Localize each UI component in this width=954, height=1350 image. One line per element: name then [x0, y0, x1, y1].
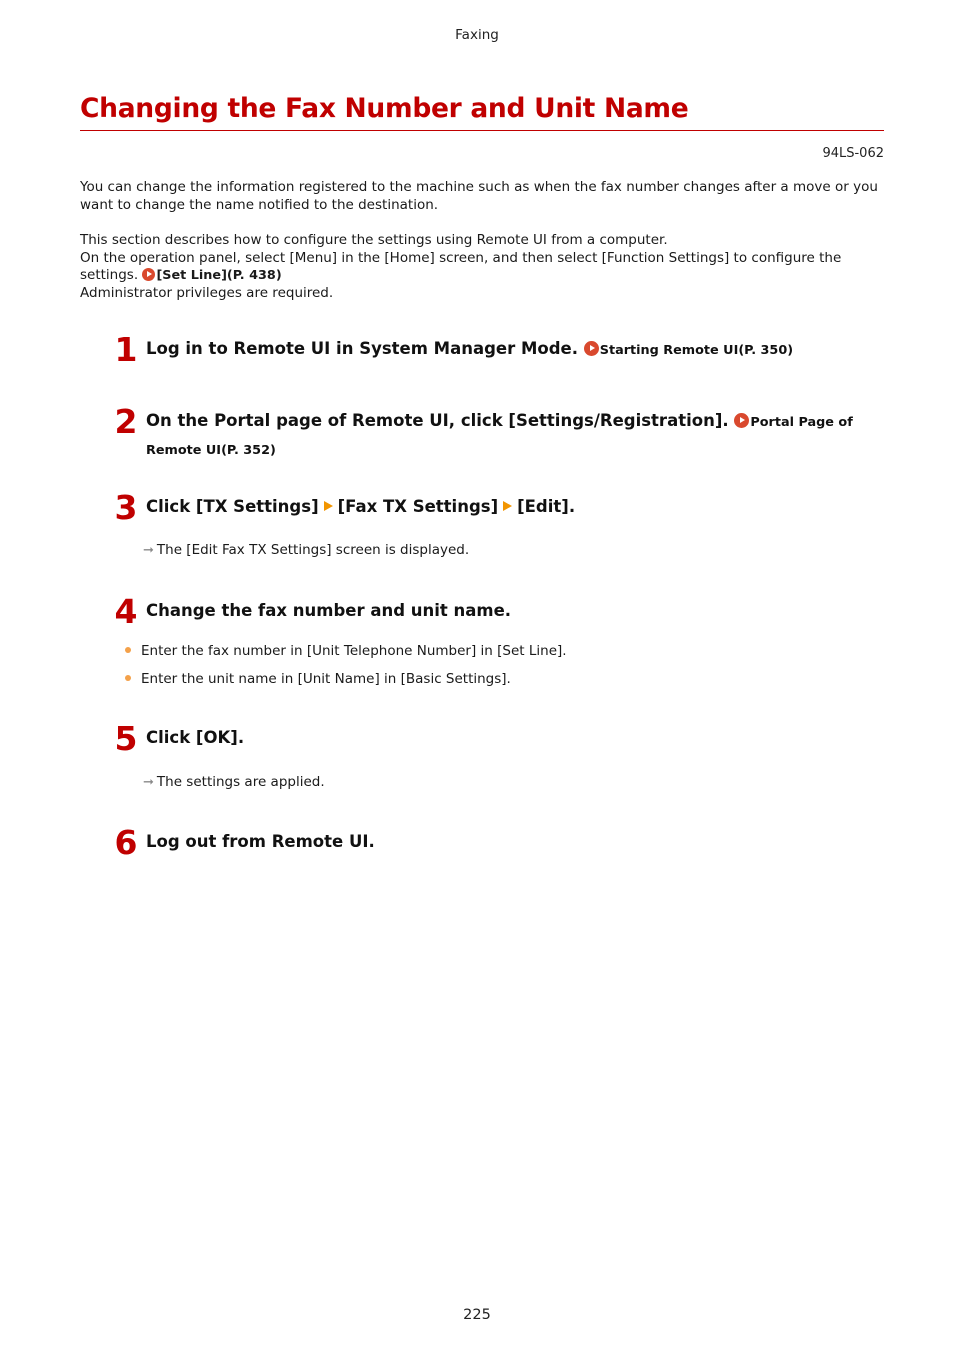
step-instruction: Log in to Remote UI in System Manager Mode.: [146, 339, 579, 358]
link-arrow-icon: [584, 341, 599, 356]
link-arrow-icon: [142, 268, 155, 281]
path-separator-icon: [503, 501, 512, 511]
list-item: [125, 643, 567, 659]
link-label: Portal Page of Remote UI(P. 352): [146, 415, 853, 458]
list-item: [125, 671, 511, 687]
step-number: 6: [114, 823, 138, 862]
step-text: Log out from Remote UI.: [146, 832, 375, 851]
running-header: Faxing: [455, 27, 499, 43]
step-5-result: [143, 774, 325, 790]
step-number: 1: [114, 330, 138, 369]
menu-path-fax-tx-settings: [Fax TX Settings]: [337, 497, 499, 516]
intro-settings-paragraph: [80, 232, 890, 302]
list-item-text: Enter the fax number in [Unit Telephone Number] in [Set Line].: [141, 643, 567, 659]
step-3-result: [143, 542, 469, 558]
step-text: Change the fax number and unit name.: [146, 601, 512, 620]
page-number: 225: [463, 1307, 491, 1323]
page-title: Changing the Fax Number and Unit Name: [80, 93, 884, 131]
link-arrow-icon: [734, 413, 749, 428]
step-text: [146, 408, 866, 464]
result-arrow-icon: ➞: [143, 775, 154, 790]
intro-operation-panel-text: On the operation panel, select [Menu] in the [Home] screen, and then select [Function Settings] to configure the settings.: [80, 249, 842, 283]
step-number: 4: [114, 592, 138, 631]
set-line-link-label: [Set Line](P. 438): [156, 268, 282, 283]
starting-remote-ui-link[interactable]: [584, 343, 793, 358]
list-item-text: Enter the unit name in [Unit Name] in [Basic Settings].: [141, 671, 511, 687]
result-text: The [Edit Fax TX Settings] screen is displayed.: [156, 542, 470, 558]
menu-path-edit: [Edit].: [517, 497, 576, 516]
step-number: 2: [114, 402, 138, 441]
intro-line-admin: Administrator privileges are required.: [80, 284, 334, 301]
intro-line-operation-panel: [80, 250, 890, 285]
path-separator-icon: [324, 501, 333, 511]
menu-path-tx-settings: Click [TX Settings]: [146, 497, 319, 516]
step-text: Click [OK].: [146, 728, 245, 747]
result-text: The settings are applied.: [156, 774, 325, 790]
intro-paragraph: You can change the information registered to the machine such as when the fax number changes after a move or you want to change the name notified to the destination.: [80, 179, 878, 213]
result-arrow-icon: ➞: [143, 543, 154, 558]
step-text: [146, 336, 866, 364]
step-number: 3: [114, 488, 138, 527]
step-number: 5: [114, 719, 138, 758]
step-text: [146, 494, 866, 520]
set-line-link[interactable]: [142, 268, 281, 283]
link-label: Starting Remote UI(P. 350): [599, 343, 794, 358]
document-id: 94LS-062: [822, 146, 884, 161]
intro-line-remote-ui: This section describes how to configure the settings using Remote UI from a computer.: [80, 232, 668, 248]
step-instruction: On the Portal page of Remote UI, click [Settings/Registration].: [146, 411, 729, 430]
bullet-dot-icon: [125, 647, 131, 653]
bullet-dot-icon: [125, 675, 131, 681]
